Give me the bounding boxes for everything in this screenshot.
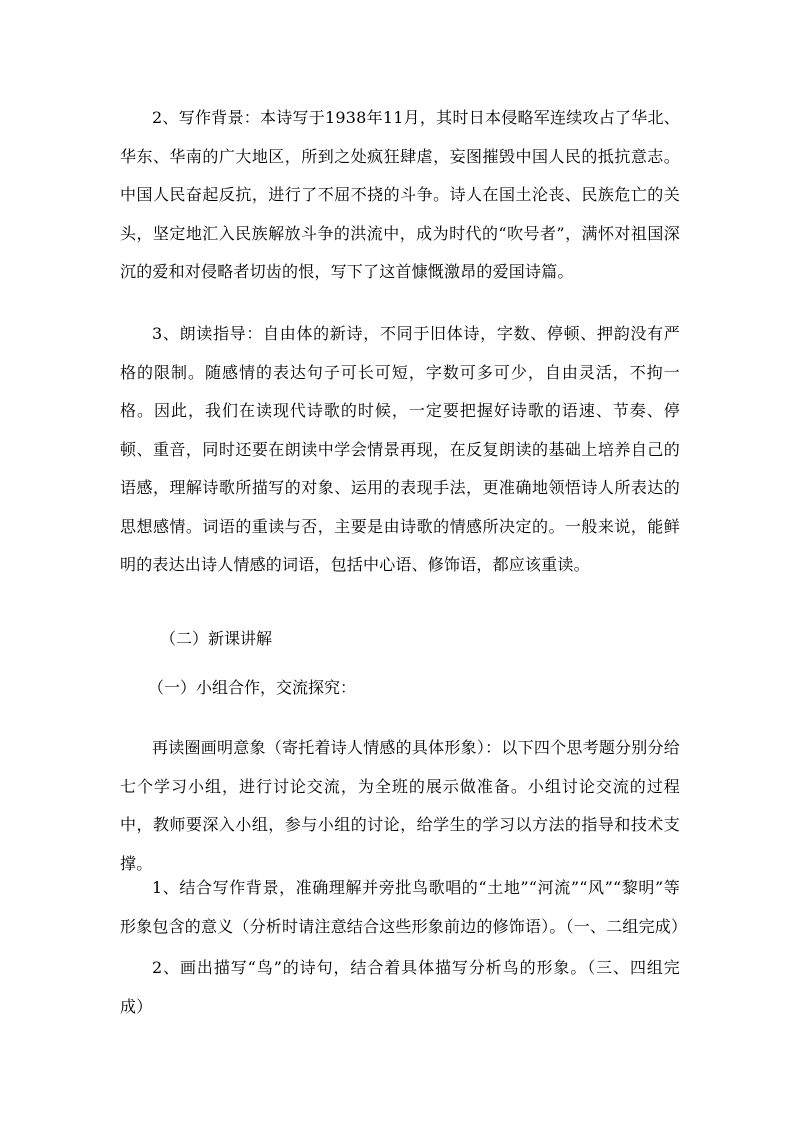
paragraph-intro: 再读圈画明意象（寄托着诗人情感的具体形象）：以下四个思考题分别分给七个学习小组，进行讨论交流，为全班的展示做准备。小组讨论交流的过程中，教师要深入小组，参与小组的讨论，给学生的学习以方法的指导和技术支撑。 [120, 738, 680, 873]
question-item: 1、结合写作背景，准确理解并旁批鸟歌唱的“土地”“河流”“风”“黎明”等形象包含的意义（分析时请注意结合这些形象前边的修饰语）。（一、二组完成） [120, 878, 688, 936]
sub-heading: （一）小组合作，交流探究： [148, 678, 357, 697]
paragraph-writing-background: 2、写作背景：本诗写于1938年11月，其时日本侵略军连续攻占了华北、华东、华南的广大地区，所到之处疯狂肆虐，妄图摧毁中国人民的抵抗意志。中国人民奋起反抗，进行了不屈不挠的斗争。诗人在国土沦丧、民族危亡的关头，坚定地汇入民族解放斗争的洪流中，成为时代的“吹号者”，满怀对祖国深沉的爱和对侵略者切齿的恨，写下了这首慷慨激昂的爱国诗篇。 [120, 108, 680, 281]
section-heading: （二）新课讲解 [160, 629, 273, 648]
question-item: 2、画出描写“鸟”的诗句，结合着具体描写分析鸟的形象。（三、四组完成） [120, 958, 680, 1016]
paragraph-reading-guidance: 3、朗读指导：自由体的新诗，不同于旧体诗，字数、停顿、押韵没有严格的限制。随感情的表达句子可长可短，字数可多可少，自由灵活，不拘一格。因此，我们在读现代诗歌的时候，一定要把握好诗歌的语速、节奏、停顿、重音，同时还要在朗读中学会情景再现，在反复朗读的基础上培养自己的语感，理解诗歌所描写的对象、运用的表现手法，更准确地领悟诗人所表达的思想感情。词语的重读与否，主要是由诗歌的情感所决定的。一般来说，能鲜明的表达出诗人情感的词语，包括中心语、修饰语，都应该重读。 [120, 324, 680, 574]
